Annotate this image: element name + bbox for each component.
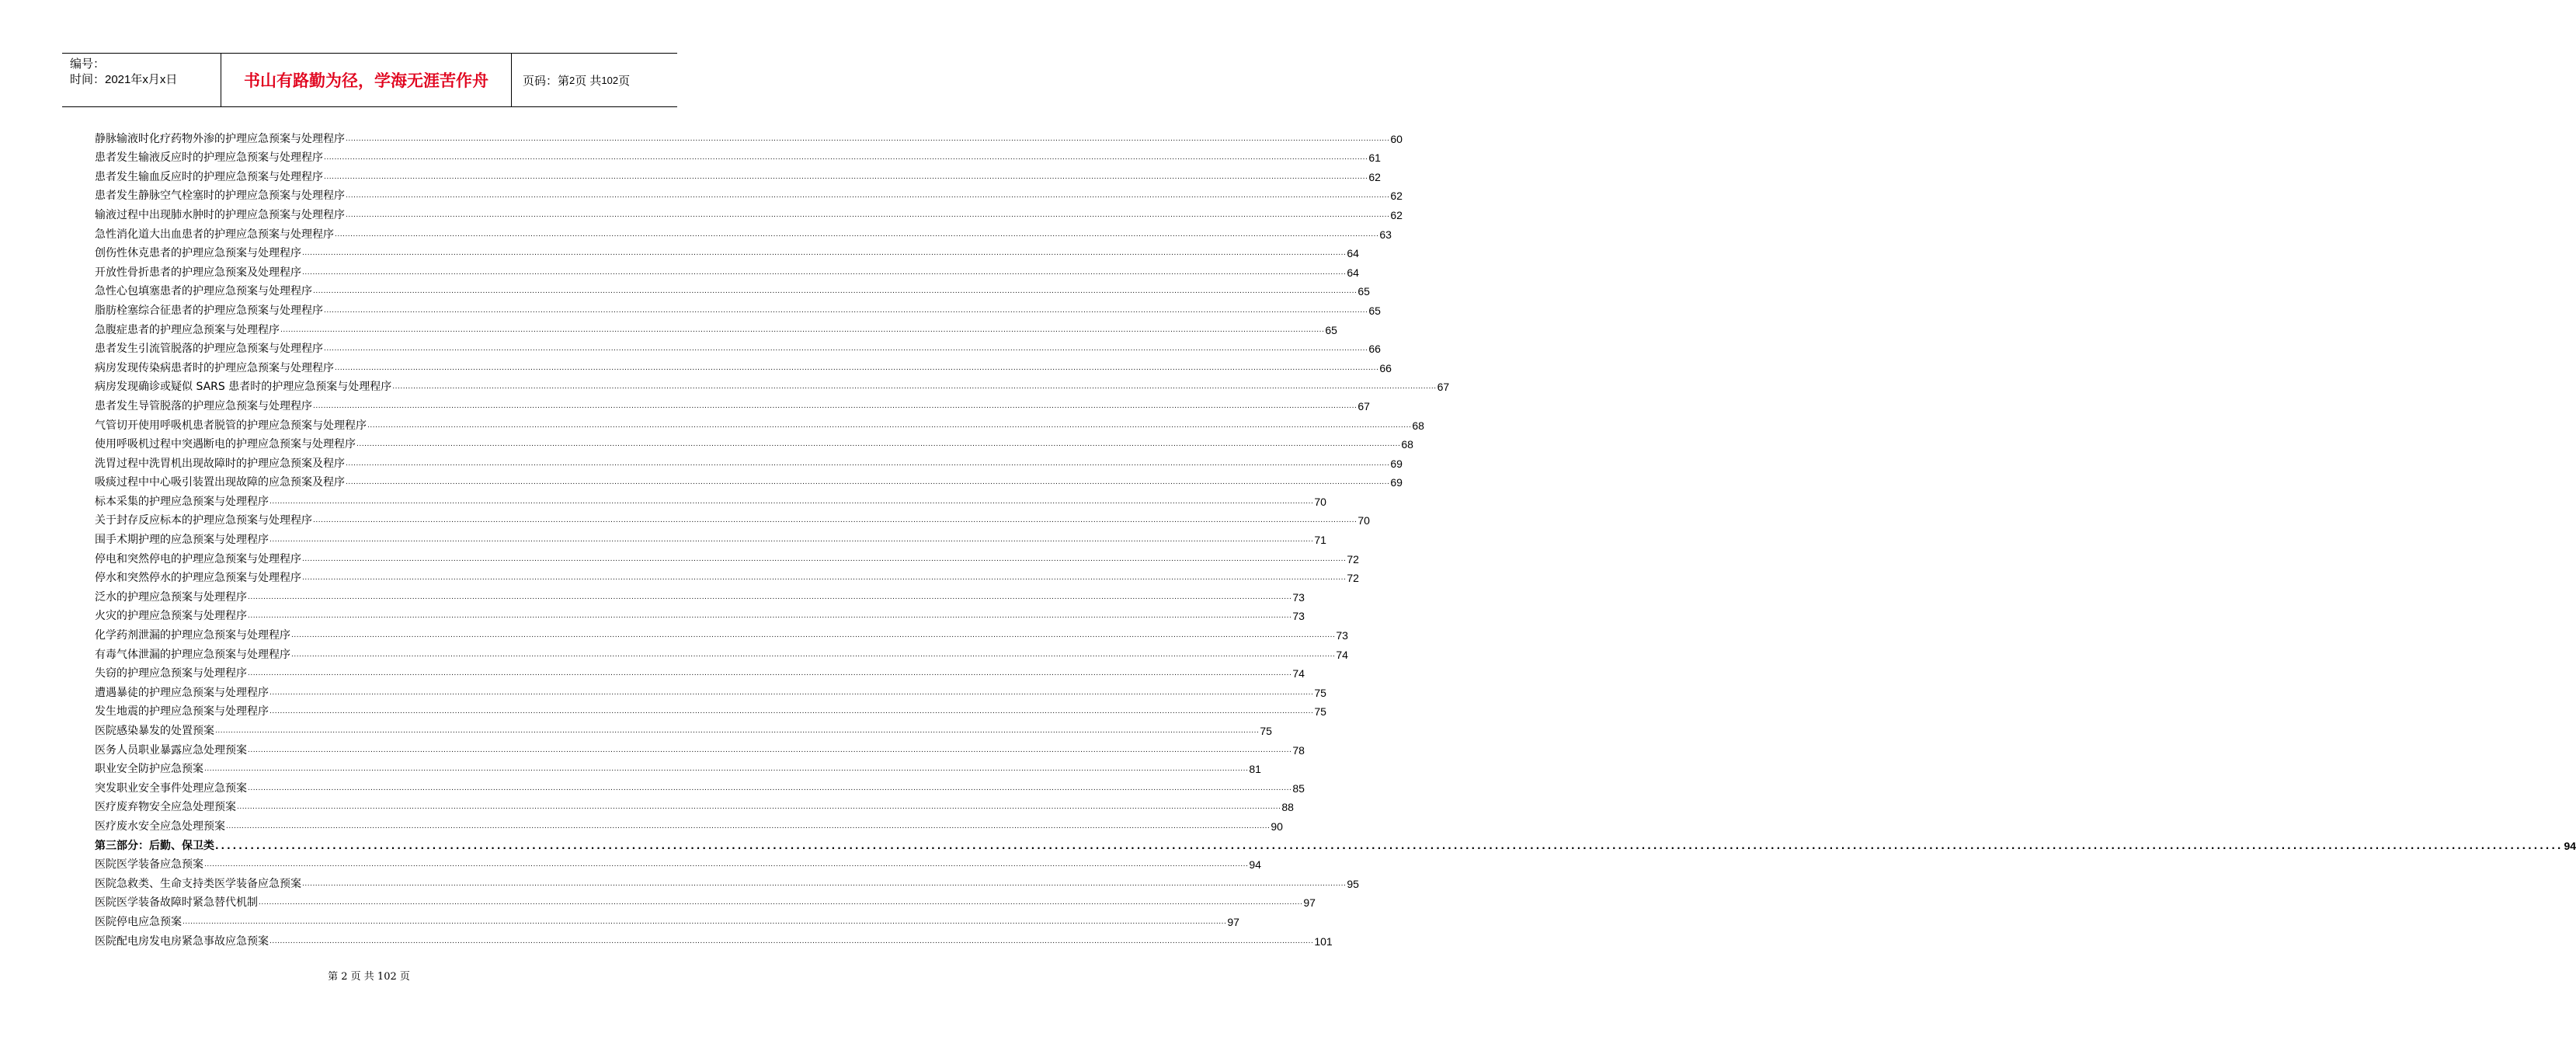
toc-leader-dots: ................................................................................................................................................................................................................................................................................................................................................................................................................ bbox=[269, 708, 1314, 716]
toc-leader-dots: ................................................................................................................................................................................................................................................................................................................................................................................................................ bbox=[324, 306, 1368, 315]
toc-entry[interactable] bbox=[95, 758, 1261, 778]
toc-entry-page: 72 bbox=[1347, 552, 1359, 566]
toc-entry-page: 62 bbox=[1390, 190, 1403, 203]
toc-entry[interactable] bbox=[95, 395, 1370, 414]
toc-entry[interactable] bbox=[95, 567, 1359, 586]
toc-entry[interactable] bbox=[95, 643, 1348, 663]
toc-leader-dots: ................................................................................................................................................................................................................................................................................................................................................................................................................ bbox=[346, 192, 1390, 200]
toc-entry-page: 73 bbox=[1292, 590, 1305, 604]
toc-leader-dots: ................................................................................................................................................................................................................................................................................................................................................................................................................ bbox=[269, 497, 1314, 506]
toc-leader-dots: ................................................................................................................................................................................................................................................................................................................................................................................................................ bbox=[313, 402, 1358, 410]
toc-leader-dots: ................................................................................................................................................................................................................................................................................................................................................................................................................ bbox=[302, 555, 1347, 563]
toc-leader-dots: ................................................................................................................................................................................................................................................................................................................................................................................................................ bbox=[226, 822, 1271, 830]
toc-entry[interactable] bbox=[95, 624, 1348, 643]
toc-entry-page: 88 bbox=[1281, 801, 1294, 814]
page-total: 102 bbox=[601, 74, 619, 86]
toc-leader-dots: ................................................................................................................................................................................................................................................................................................................................................................................................................ bbox=[335, 364, 1379, 372]
toc-entry[interactable] bbox=[95, 663, 1305, 682]
toc-entry[interactable] bbox=[95, 452, 1403, 472]
toc-entry-page: 65 bbox=[1358, 285, 1370, 298]
toc-entry-page: 67 bbox=[1437, 381, 1450, 394]
toc-entry-title: 创伤性休克患者的护理应急预案与处理程序 bbox=[95, 247, 301, 260]
toc-entry-title: 急性心包填塞患者的护理应急预案与处理程序 bbox=[95, 285, 312, 298]
toc-entry-title: 急性消化道大出血患者的护理应急预案与处理程序 bbox=[95, 228, 334, 241]
toc-entry-title: 患者发生静脉空气栓塞时的护理应急预案与处理程序 bbox=[95, 190, 345, 203]
toc-entry-title: 患者发生输液反应时的护理应急预案与处理程序 bbox=[95, 151, 323, 165]
toc-entry-page: 68 bbox=[1401, 438, 1413, 451]
toc-leader-dots: ................................................................................................................................................................................................................................................................................................................................................................................................................ bbox=[259, 899, 1303, 907]
toc-entry[interactable] bbox=[95, 872, 1359, 892]
toc-entry-title: 医疗废弃物安全应急处理预案 bbox=[95, 801, 236, 814]
toc-leader-dots: ................................................................................................................................................................................................................................................................................................................................................................................................................ bbox=[248, 670, 1292, 678]
toc-leader-dots: ................................................................................................................................................................................................................................................................................................................................................................................................................ bbox=[269, 688, 1314, 697]
toc-entry-page: 64 bbox=[1347, 266, 1359, 279]
toc-leader-dots: ................................................................................................................................................................................................................................................................................................................................................................................................................ bbox=[215, 727, 1260, 735]
toc-entry-page: 62 bbox=[1368, 170, 1381, 183]
toc-leader-dots: ................................................................................................................................................................................................................................................................................................................................................................................................................ bbox=[313, 517, 1358, 525]
toc-leader-dots: ................................................................................................................................................................................................................................................................................................................................................................................................................ bbox=[204, 861, 1249, 869]
toc-entry-title: 关于封存反应标本的护理应急预案与处理程序 bbox=[95, 514, 312, 527]
toc-entry-page: 85 bbox=[1292, 781, 1305, 795]
toc-entry-title: 患者发生输血反应时的护理应急预案与处理程序 bbox=[95, 170, 323, 183]
toc-entry[interactable] bbox=[95, 815, 1283, 834]
toc-entry-page: 70 bbox=[1358, 514, 1370, 527]
toc-leader-dots: ................................................................................................................................................................................................................................................................................................................................................................................................................ bbox=[291, 632, 1336, 640]
toc-leader-dots: ................................................................................................................................................................................................................................................................................................................................................................................................................ bbox=[346, 459, 1390, 468]
toc-entry-page: 95 bbox=[1347, 877, 1359, 890]
toc-entry[interactable] bbox=[95, 719, 1272, 739]
header-page-info bbox=[512, 54, 677, 106]
toc-leader-dots: ................................................................................................................................................................................................................................................................................................................................................................................................................ bbox=[204, 765, 1249, 774]
toc-entry[interactable] bbox=[95, 910, 1239, 930]
page-mid-label: 页 共 bbox=[575, 74, 602, 88]
toc-entry-page: 75 bbox=[1314, 686, 1326, 699]
toc-leader-dots: ................................................................................................................................................................................................................................................................................................................................................................................................................ bbox=[248, 746, 1292, 754]
toc-entry-page: 66 bbox=[1379, 361, 1392, 374]
toc-entry-title: 输液过程中出现肺水肿时的护理应急预案与处理程序 bbox=[95, 208, 345, 221]
toc-leader-dots: ................................................................................................................................................................................................................................................................................................................................................................................................................ bbox=[356, 440, 1401, 449]
toc-entry-page: 75 bbox=[1314, 705, 1326, 719]
toc-entry-page: 63 bbox=[1379, 228, 1392, 241]
toc-entry-page: 97 bbox=[1303, 896, 1316, 910]
toc-entry[interactable] bbox=[95, 892, 1316, 911]
toc-entry[interactable] bbox=[95, 165, 1381, 185]
toc-entry[interactable] bbox=[95, 777, 1305, 796]
toc-entry[interactable] bbox=[95, 548, 1359, 567]
page-header bbox=[62, 53, 677, 107]
toc-entry-page: 75 bbox=[1260, 725, 1272, 737]
toc-entry-page: 66 bbox=[1368, 343, 1381, 356]
toc-entry[interactable] bbox=[95, 261, 1359, 280]
toc-entry-page: 97 bbox=[1227, 915, 1239, 928]
document-time-label: 时间：2021年x月x日 bbox=[70, 73, 178, 86]
document-number-label: 编号： bbox=[70, 57, 106, 71]
toc-entry[interactable] bbox=[95, 185, 1403, 204]
toc-entry-title: 发生地震的护理应急预案与处理程序 bbox=[95, 705, 269, 719]
toc-entry-title: 病房发现传染病患者时的护理应急预案与处理程序 bbox=[95, 361, 334, 374]
toc-entry[interactable] bbox=[95, 280, 1370, 300]
toc-entry-page: 64 bbox=[1347, 247, 1359, 260]
toc-entry[interactable] bbox=[95, 490, 1326, 510]
toc-leader-dots: ................................................................................................................................................................................................................................................................................................................................................................................................................ bbox=[248, 593, 1292, 601]
toc-leader-dots: ................................................................................................................................................................................................................................................................................................................................................................................................................ bbox=[324, 172, 1368, 181]
toc-leader-dots: ................................................................................................................................................................................................................................................................................................................................................................................................................ bbox=[237, 803, 1281, 812]
toc-section-heading[interactable] bbox=[95, 834, 2576, 854]
toc-entry-page: 73 bbox=[1336, 629, 1348, 642]
header-motto: 书山有路勤为径，学海无涯苦作舟 bbox=[221, 54, 512, 106]
toc-entry-title: 医务人员职业暴露应急处理预案 bbox=[95, 743, 247, 757]
toc-entry-title: 医疗废水安全应急处理预案 bbox=[95, 820, 225, 833]
toc-entry[interactable] bbox=[95, 376, 1450, 395]
toc-entry-page: 73 bbox=[1292, 610, 1305, 623]
toc-leader-dots: ................................................................................................................................................................................................................................................................................................................................................................................................................ bbox=[302, 249, 1347, 258]
toc-leader-dots: ................................................................................................................................................................................................................................................................................................................................................................................................................ bbox=[302, 268, 1347, 277]
toc-entry-page: 101 bbox=[1314, 934, 1333, 948]
toc-entry[interactable] bbox=[95, 223, 1392, 242]
page-footer: 第 2 页 共 102 页 bbox=[328, 971, 410, 983]
toc-entry[interactable] bbox=[95, 147, 1381, 166]
toc-leader-dots: ................................................................................................................................................................................................................................................................................................................................................................................................................ bbox=[215, 840, 2564, 851]
toc-entry[interactable] bbox=[95, 930, 1333, 949]
toc-entry-page: 68 bbox=[1412, 419, 1424, 432]
toc-entry-page: 74 bbox=[1292, 667, 1305, 680]
toc-leader-dots: ................................................................................................................................................................................................................................................................................................................................................................................................................ bbox=[302, 879, 1347, 888]
toc-leader-dots: ................................................................................................................................................................................................................................................................................................................................................................................................................ bbox=[248, 784, 1292, 792]
toc-leader-dots: ................................................................................................................................................................................................................................................................................................................................................................................................................ bbox=[392, 383, 1437, 392]
toc-entry-page: 60 bbox=[1390, 132, 1403, 145]
toc-leader-dots: ................................................................................................................................................................................................................................................................................................................................................................................................................ bbox=[291, 650, 1336, 659]
toc-entry[interactable] bbox=[95, 796, 1294, 816]
toc-leader-dots: ................................................................................................................................................................................................................................................................................................................................................................................................................ bbox=[346, 478, 1390, 487]
toc-entry-page: 70 bbox=[1314, 495, 1326, 508]
toc-leader-dots: ................................................................................................................................................................................................................................................................................................................................................................................................................ bbox=[335, 230, 1379, 238]
toc-entry-title: 气管切开使用呼吸机患者脱管的护理应急预案与处理程序 bbox=[95, 419, 367, 432]
page-end-label: 页 bbox=[618, 74, 631, 88]
toc-entry-page: 94 bbox=[2564, 839, 2576, 852]
toc-entry-page: 65 bbox=[1368, 304, 1381, 317]
toc-entry-title: 使用呼吸机过程中突遇断电的护理应急预案与处理程序 bbox=[95, 438, 356, 451]
toc-entry-page: 62 bbox=[1390, 208, 1403, 221]
toc-entry-title: 医院医学装备应急预案 bbox=[95, 858, 203, 872]
toc-entry[interactable] bbox=[95, 204, 1403, 223]
toc-entry[interactable] bbox=[95, 681, 1326, 701]
table-of-contents bbox=[95, 127, 2576, 949]
toc-entry-page: 78 bbox=[1292, 743, 1305, 757]
toc-entry-title: 患者发生引流管脱落的护理应急预案与处理程序 bbox=[95, 343, 323, 356]
toc-entry[interactable] bbox=[95, 318, 1337, 338]
toc-entry-page: 72 bbox=[1347, 572, 1359, 585]
toc-entry-title: 停水和突然停水的护理应急预案与处理程序 bbox=[95, 572, 301, 585]
toc-leader-dots: ................................................................................................................................................................................................................................................................................................................................................................................................................ bbox=[302, 574, 1347, 583]
toc-leader-dots: ................................................................................................................................................................................................................................................................................................................................................................................................................ bbox=[346, 211, 1390, 219]
toc-leader-dots: ................................................................................................................................................................................................................................................................................................................................................................................................................ bbox=[280, 325, 1325, 334]
toc-leader-dots: ................................................................................................................................................................................................................................................................................................................................................................................................................ bbox=[324, 154, 1368, 162]
toc-entry-title: 脂肪栓塞综合征患者的护理应急预案与处理程序 bbox=[95, 304, 323, 317]
toc-entry[interactable] bbox=[95, 605, 1305, 625]
toc-entry[interactable] bbox=[95, 357, 1392, 376]
toc-entry-title: 第三部分：后勤、保卫类 bbox=[95, 839, 214, 852]
toc-entry-title: 医院感染暴发的处置预案 bbox=[95, 725, 214, 737]
toc-entry-title: 医院配电房发电房紧急事故应急预案 bbox=[95, 934, 269, 948]
toc-entry-page: 61 bbox=[1368, 151, 1381, 165]
toc-entry-title: 失窃的护理应急预案与处理程序 bbox=[95, 667, 247, 680]
toc-entry-title: 职业安全防护应急预案 bbox=[95, 763, 203, 776]
toc-entry[interactable] bbox=[95, 854, 1261, 873]
toc-entry[interactable] bbox=[95, 701, 1326, 720]
toc-entry-page: 74 bbox=[1336, 648, 1348, 661]
toc-entry-title: 洗胃过程中洗胃机出现故障时的护理应急预案及程序 bbox=[95, 457, 345, 470]
toc-entry[interactable] bbox=[95, 127, 1403, 147]
toc-leader-dots: ................................................................................................................................................................................................................................................................................................................................................................................................................ bbox=[248, 612, 1292, 621]
toc-entry-title: 医院医学装备故障时紧急替代机制 bbox=[95, 896, 258, 910]
toc-leader-dots: ................................................................................................................................................................................................................................................................................................................................................................................................................ bbox=[269, 937, 1314, 945]
toc-entry[interactable] bbox=[95, 338, 1381, 357]
toc-entry[interactable] bbox=[95, 528, 1326, 548]
toc-entry-title: 急腹症患者的护理应急预案与处理程序 bbox=[95, 323, 280, 336]
toc-leader-dots: ................................................................................................................................................................................................................................................................................................................................................................................................................ bbox=[346, 134, 1390, 143]
toc-entry-title: 患者发生导管脱落的护理应急预案与处理程序 bbox=[95, 399, 312, 412]
toc-entry-title: 医院急救类、生命支持类医学装备应急预案 bbox=[95, 877, 301, 890]
toc-entry[interactable] bbox=[95, 586, 1305, 605]
toc-entry-title: 围手术期护理的应急预案与处理程序 bbox=[95, 534, 269, 547]
toc-entry-page: 81 bbox=[1249, 763, 1261, 776]
toc-leader-dots: ................................................................................................................................................................................................................................................................................................................................................................................................................ bbox=[324, 345, 1368, 353]
toc-entry[interactable] bbox=[95, 433, 1413, 453]
toc-leader-dots: ................................................................................................................................................................................................................................................................................................................................................................................................................ bbox=[269, 536, 1314, 545]
toc-entry[interactable] bbox=[95, 414, 1424, 433]
toc-entry-page: 69 bbox=[1390, 457, 1403, 470]
toc-entry[interactable] bbox=[95, 739, 1305, 758]
toc-entry-title: 突发职业安全事件处理应急预案 bbox=[95, 781, 247, 795]
toc-entry-title: 化学药剂泄漏的护理应急预案与处理程序 bbox=[95, 629, 290, 642]
toc-entry-title: 标本采集的护理应急预案与处理程序 bbox=[95, 495, 269, 508]
toc-entry[interactable] bbox=[95, 299, 1381, 318]
toc-leader-dots: ................................................................................................................................................................................................................................................................................................................................................................................................................ bbox=[313, 287, 1358, 296]
toc-entry[interactable] bbox=[95, 472, 1403, 491]
toc-entry-title: 泛水的护理应急预案与处理程序 bbox=[95, 590, 247, 604]
toc-entry-title: 开放性骨折患者的护理应急预案及处理程序 bbox=[95, 266, 301, 279]
header-meta bbox=[62, 54, 221, 106]
toc-entry-title: 医院停电应急预案 bbox=[95, 915, 182, 928]
toc-entry-page: 69 bbox=[1390, 476, 1403, 489]
toc-entry[interactable] bbox=[95, 242, 1359, 262]
toc-entry-title: 有毒气体泄漏的护理应急预案与处理程序 bbox=[95, 648, 290, 661]
toc-entry[interactable] bbox=[95, 510, 1370, 529]
page-label: 页码：第 bbox=[523, 74, 570, 88]
toc-entry-title: 停电和突然停电的护理应急预案与处理程序 bbox=[95, 552, 301, 566]
toc-entry-title: 静脉输液时化疗药物外渗的护理应急预案与处理程序 bbox=[95, 132, 345, 145]
page-number: 2 bbox=[569, 74, 575, 86]
toc-entry-title: 遭遇暴徒的护理应急预案与处理程序 bbox=[95, 686, 269, 699]
toc-entry-page: 90 bbox=[1271, 820, 1283, 833]
toc-entry-page: 67 bbox=[1358, 399, 1370, 412]
toc-entry-title: 病房发现确诊或疑似 SARS 患者时的护理应急预案与处理程序 bbox=[95, 381, 392, 394]
toc-entry-page: 65 bbox=[1325, 323, 1337, 336]
toc-leader-dots: ................................................................................................................................................................................................................................................................................................................................................................................................................ bbox=[183, 917, 1227, 926]
toc-entry-page: 94 bbox=[1249, 858, 1261, 872]
toc-leader-dots: ................................................................................................................................................................................................................................................................................................................................................................................................................ bbox=[367, 421, 1412, 430]
toc-entry-title: 火灾的护理应急预案与处理程序 bbox=[95, 610, 247, 623]
toc-entry-title: 吸痰过程中中心吸引装置出现故障的应急预案及程序 bbox=[95, 476, 345, 489]
toc-entry-page: 71 bbox=[1314, 534, 1326, 547]
